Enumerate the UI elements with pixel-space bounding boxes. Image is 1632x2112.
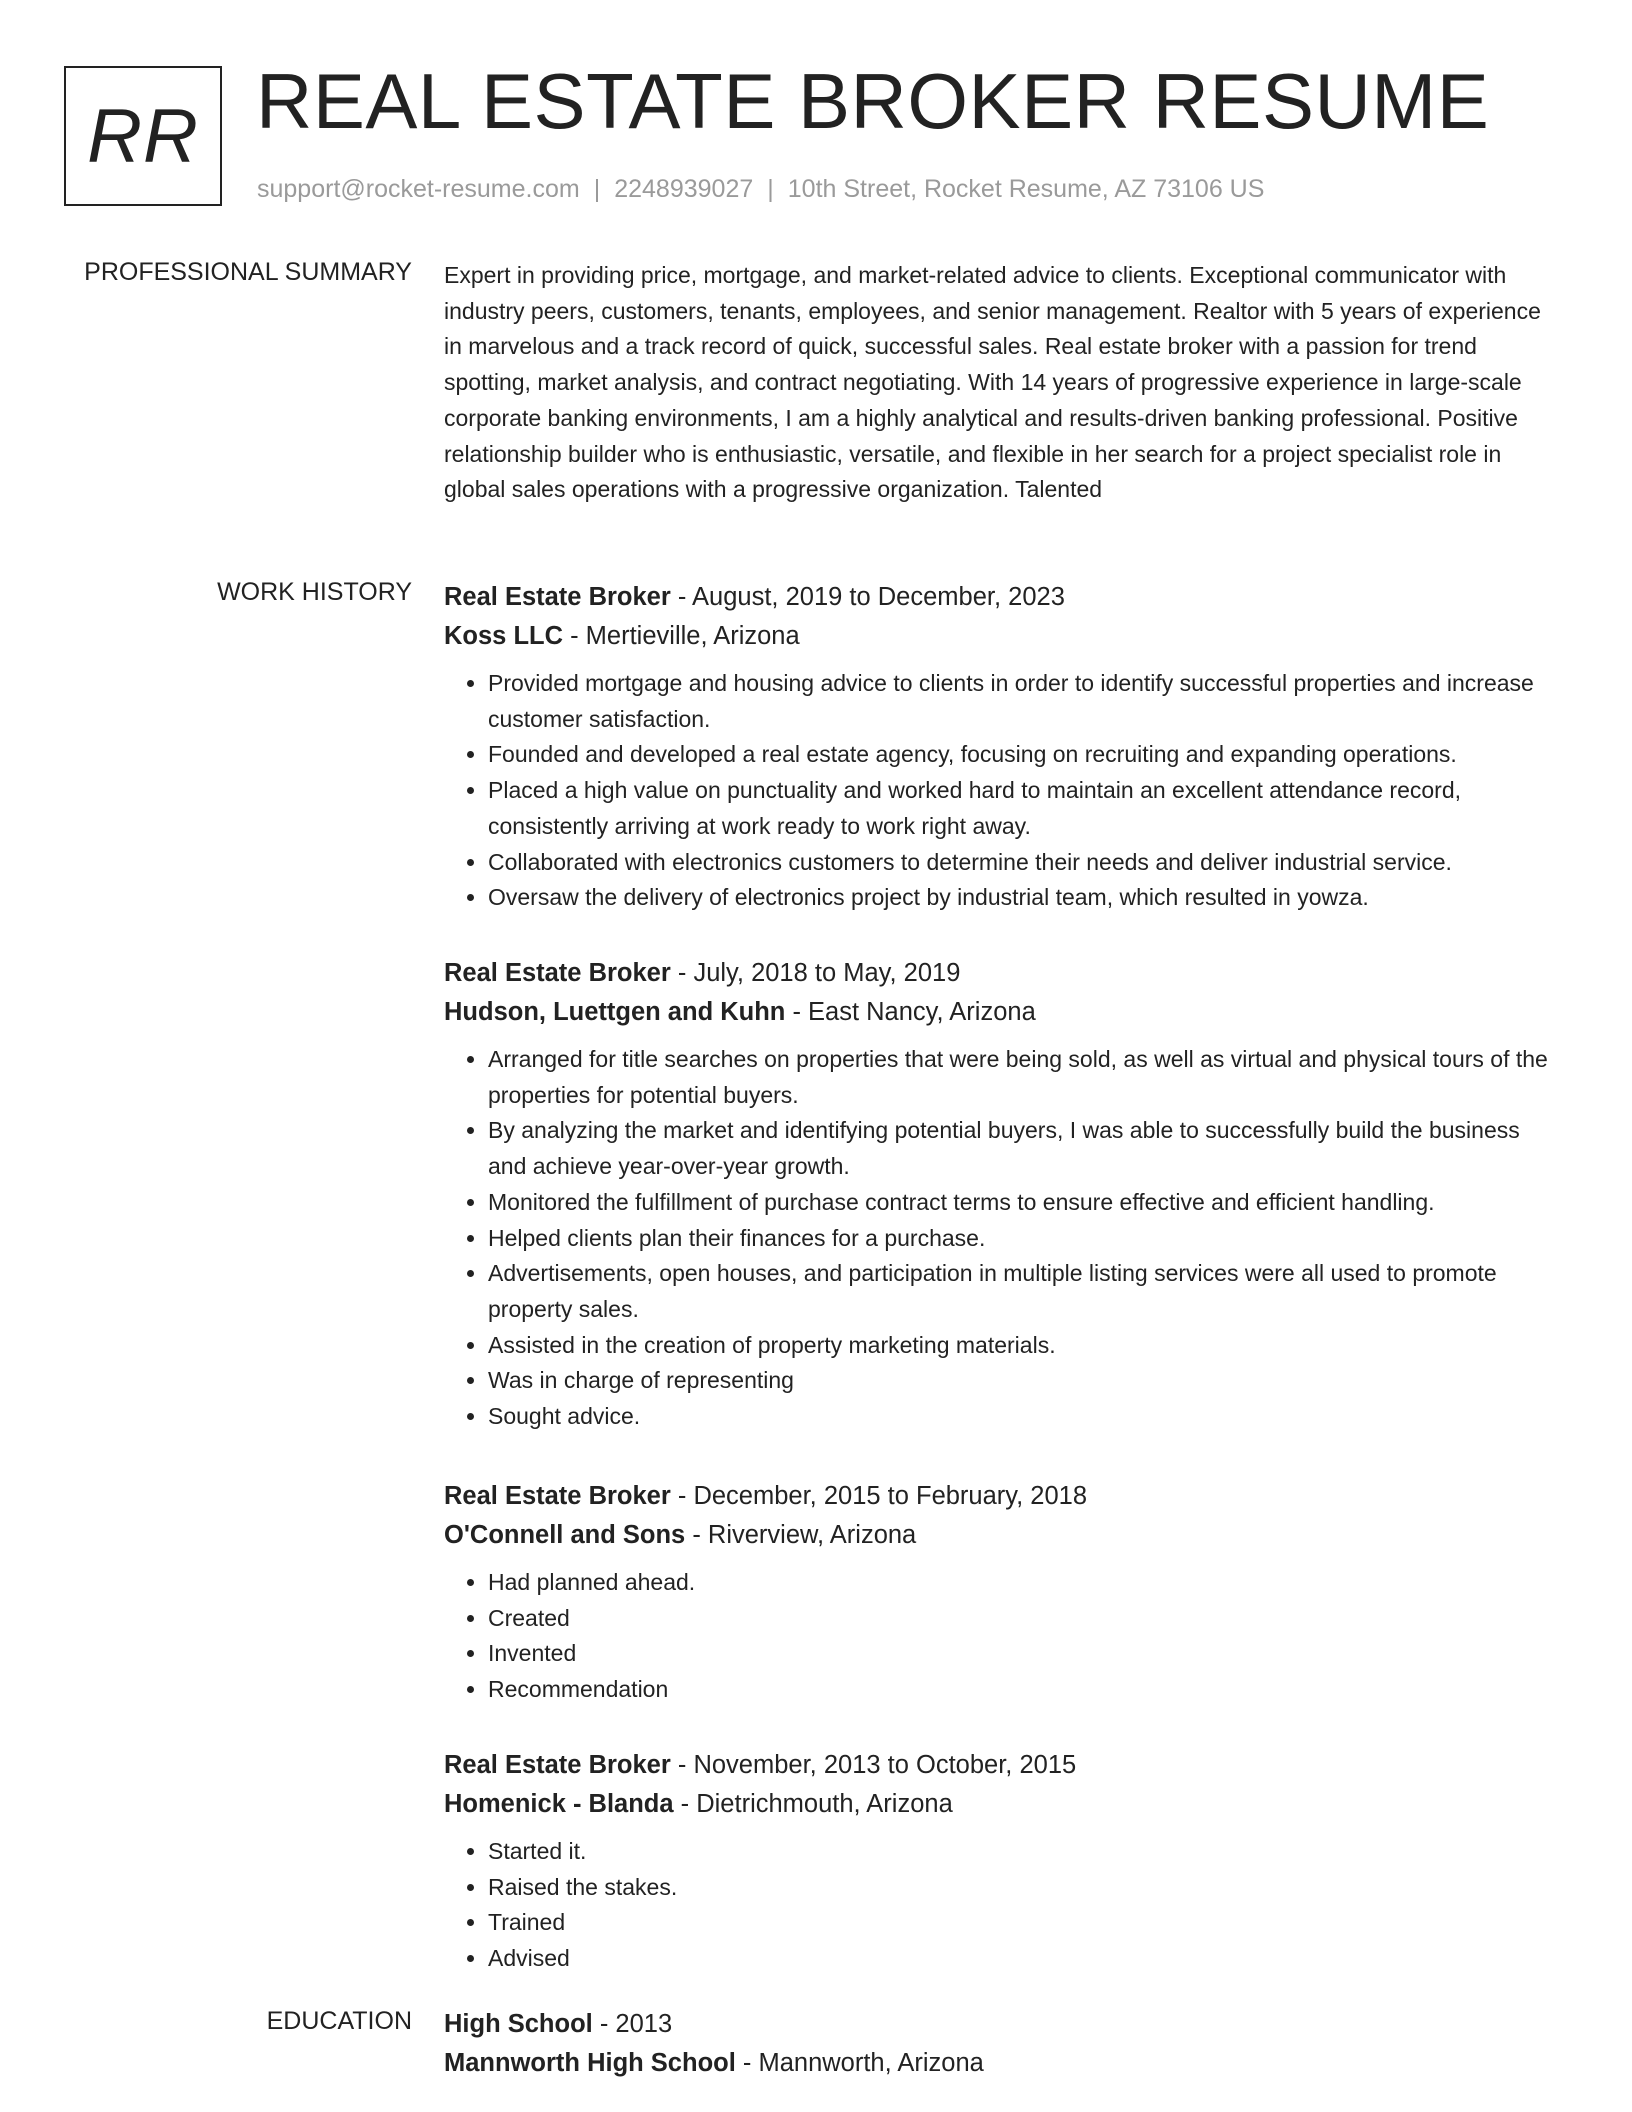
job-title: Real Estate Broker <box>444 959 671 987</box>
job-entry <box>444 1746 1554 1977</box>
work-history-list <box>444 578 1554 916</box>
job-bullet: • Sought advice. <box>488 1399 1554 1435</box>
job-company: Hudson, Luettgen and Kuhn <box>444 998 786 1026</box>
education-heading: EDUCATION <box>266 2007 412 2035</box>
contact-address: 10th Street, Rocket Resume, AZ 73106 US <box>787 175 1265 203</box>
contact-line <box>257 175 1264 204</box>
job-title-line <box>444 1477 1554 1516</box>
job-title: Real Estate Broker <box>444 1751 671 1779</box>
job-bullet: • Raised the stakes. <box>488 1870 1554 1906</box>
job-title-line <box>444 954 1554 993</box>
job-title-line <box>444 1746 1554 1785</box>
job-company: Koss LLC <box>444 622 564 650</box>
education-school-line <box>444 2044 1554 2083</box>
job-company-line <box>444 1516 1554 1555</box>
summary-text: Expert in providing price, mortgage, and market-related advice to clients. Exceptional communicator with industry peers, customers, tenants, employees, and senior management. Realtor with 5 years of experience in marvelous and a track record of quick, successful sales. Real estate broker with a passion for trend spotting, market analysis, and contract negotiating. With 14 years of progressive experience in large-scale corporate banking environments, I am a highly analytical and results-driven banking professional. Positive relationship builder who is enthusiastic, versatile, and flexible in her search for a project specialist role in global sales operations with a progressive organization. Talented <box>444 262 1541 503</box>
job-bullet: • Founded and developed a real estate agency, focusing on recruiting and expanding operations. <box>488 737 1554 773</box>
contact-email[interactable]: support@rocket-resume.com <box>257 175 580 203</box>
job-entry <box>444 1477 1554 1708</box>
job-location: - East Nancy, Arizona <box>785 998 1036 1026</box>
education-school: Mannworth High School <box>444 2049 736 2077</box>
job-bullets <box>444 1834 1554 1977</box>
job-bullet: • Arranged for title searches on properties that were being sold, as well as virtual and physical tours of the properties for potential buyers. <box>488 1042 1554 1113</box>
job-bullet: • Assisted in the creation of property marketing materials. <box>488 1328 1554 1364</box>
job-bullet: • Advertisements, open houses, and participation in multiple listing services were all used to promote property sales. <box>488 1256 1554 1327</box>
work-history-heading: WORK HISTORY <box>217 578 412 606</box>
job-bullet: • Collaborated with electronics customers to determine their needs and deliver industrial service. <box>488 845 1554 881</box>
job-entry <box>444 578 1554 916</box>
summary-heading: PROFESSIONAL SUMMARY <box>84 258 412 286</box>
job-bullets <box>444 1565 1554 1708</box>
job-company: Homenick - Blanda <box>444 1790 674 1818</box>
contact-separator: | <box>593 175 601 203</box>
job-location: - Riverview, Arizona <box>685 1521 917 1549</box>
job-dates: - December, 2015 to February, 2018 <box>670 1482 1088 1510</box>
job-bullet: • Monitored the fulfillment of purchase contract terms to ensure effective and efficient handling. <box>488 1185 1554 1221</box>
monogram-logo: RR <box>64 66 222 206</box>
job-dates: - November, 2013 to October, 2015 <box>670 1751 1077 1779</box>
job-bullet: • Recommendation <box>488 1672 1554 1708</box>
job-title: Real Estate Broker <box>444 583 671 611</box>
job-title-line <box>444 578 1554 617</box>
job-bullet: • Invented <box>488 1636 1554 1672</box>
job-bullets <box>444 1042 1554 1435</box>
job-dates: - July, 2018 to May, 2019 <box>670 959 961 987</box>
education-location: - Mannworth, Arizona <box>735 2049 984 2077</box>
job-bullet: • Helped clients plan their finances for a purchase. <box>488 1221 1554 1257</box>
job-company-line <box>444 617 1554 656</box>
contact-phone[interactable]: 2248939027 <box>614 175 754 203</box>
page-title: REAL ESTATE BROKER RESUME <box>256 57 1490 145</box>
job-bullet: • Created <box>488 1601 1554 1637</box>
job-bullet: • Oversaw the delivery of electronics project by industrial team, which resulted in yowza. <box>488 880 1554 916</box>
job-bullet: • Had planned ahead. <box>488 1565 1554 1601</box>
job-title: Real Estate Broker <box>444 1482 671 1510</box>
job-bullet: • Trained <box>488 1905 1554 1941</box>
job-entry <box>444 954 1554 1435</box>
job-bullet: • Provided mortgage and housing advice to clients in order to identify successful properties and increase customer satisfaction. <box>488 666 1554 737</box>
job-company-line <box>444 993 1554 1032</box>
job-bullet: • By analyzing the market and identifying potential buyers, I was able to successfully build the business and achieve year-over-year growth. <box>488 1113 1554 1184</box>
education-degree-line <box>444 2005 1554 2044</box>
job-company: O'Connell and Sons <box>444 1521 686 1549</box>
job-bullet: • Was in charge of representing <box>488 1363 1554 1399</box>
contact-separator: | <box>767 175 774 203</box>
education-year: - 2013 <box>592 2010 673 2038</box>
job-bullets <box>444 666 1554 916</box>
job-company-line <box>444 1785 1554 1824</box>
job-dates: - August, 2019 to December, 2023 <box>670 583 1065 611</box>
education-degree: High School <box>444 2010 593 2038</box>
job-bullet: • Advised <box>488 1941 1554 1977</box>
job-location: - Dietrichmouth, Arizona <box>673 1790 953 1818</box>
job-bullet: • Started it. <box>488 1834 1554 1870</box>
job-bullet: • Placed a high value on punctuality and worked hard to maintain an excellent attendance record, consistently arriving at work ready to work right away. <box>488 773 1554 844</box>
job-location: - Mertieville, Arizona <box>563 622 800 650</box>
